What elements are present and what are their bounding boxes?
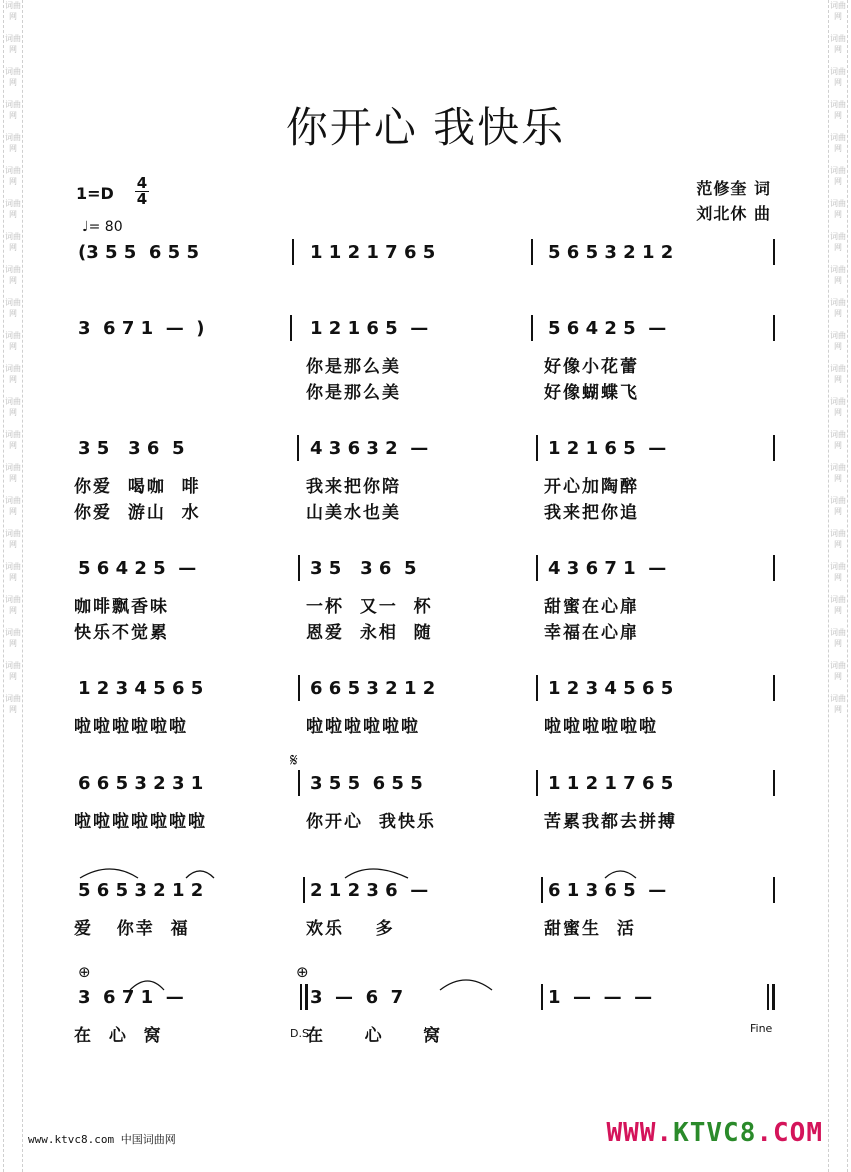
slur-arc bbox=[345, 869, 408, 878]
slur-arc bbox=[605, 871, 636, 878]
measure-notes: 4 3 6 3 2 — bbox=[310, 438, 429, 459]
lyric-line-2: 好像蝴蝶飞 bbox=[544, 383, 639, 403]
lyric-line-1: 啦啦啦啦啦啦 bbox=[74, 717, 188, 737]
measure-notes: 4 3 6 7 1 — bbox=[548, 558, 667, 579]
measure-notes: 1 1 2 1 7 6 5 bbox=[310, 242, 436, 263]
measure-notes: 2 1 2 3 6 — bbox=[310, 880, 429, 901]
lyric-line-1: 我来把你陪 bbox=[306, 477, 401, 497]
lyric-line-1: 在 心 窝 bbox=[306, 1026, 443, 1046]
measure-notes: 3 — 6 7 bbox=[310, 987, 404, 1008]
lyric-line-1: 你是那么美 bbox=[306, 357, 401, 377]
slur-arc bbox=[186, 871, 214, 878]
measure-notes: 1 2 3 4 5 6 5 bbox=[78, 678, 204, 699]
lyric-line-1: 啦啦啦啦啦啦啦 bbox=[74, 812, 207, 832]
measure-notes: 1 2 1 6 5 — bbox=[310, 318, 429, 339]
lyric-line-1: 苦累我都去拼搏 bbox=[544, 812, 677, 832]
coda-icon: ⊕ bbox=[296, 963, 309, 981]
lyric-line-1: 咖啡飘香味 bbox=[74, 597, 169, 617]
measure-notes: 3 6 7 1 — bbox=[78, 987, 184, 1008]
lyric-line-1: 甜蜜生 活 bbox=[544, 919, 636, 939]
lyric-line-1: 啦啦啦啦啦啦 bbox=[544, 717, 658, 737]
slur-arc bbox=[80, 869, 138, 878]
slur-arc bbox=[130, 981, 164, 990]
lyric-line-1: 爱 你幸 福 bbox=[74, 919, 190, 939]
footer-site-text: www.ktvc8.com 中国词曲网 bbox=[28, 1133, 176, 1146]
measure-notes: (3 5 5 6 5 5 bbox=[78, 242, 199, 263]
lyric-line-2: 你爱 游山 水 bbox=[74, 503, 201, 523]
footer-logo bbox=[606, 1118, 823, 1148]
lyric-line-1: 在 心 窝 bbox=[74, 1026, 163, 1046]
lyric-line-2: 我来把你追 bbox=[544, 503, 639, 523]
footer-logo-prefix: WWW. bbox=[606, 1118, 674, 1148]
lyric-line-1: 你开心 我快乐 bbox=[306, 812, 436, 832]
watermark-strip-left: 词曲网 词曲网 词曲网 词曲网 词曲网 词曲网 词曲网 词曲网 词曲网 词曲网 词曲网 词曲网 词曲网 词曲网 词曲网 词曲网 词曲网 词曲网 词曲网 词曲网 词曲网 词曲网 bbox=[3, 0, 23, 1172]
time-bottom: 4 bbox=[136, 190, 148, 208]
measure-notes: 6 6 5 3 2 1 2 bbox=[310, 678, 436, 699]
measure-notes: 6 6 5 3 2 3 1 bbox=[78, 773, 204, 794]
slur-arc bbox=[440, 980, 492, 990]
lyric-line-1: 开心加陶醉 bbox=[544, 477, 639, 497]
lyric-line-1: 欢乐 多 bbox=[306, 919, 395, 939]
footer-logo-suffix: .COM bbox=[756, 1118, 823, 1148]
measure-notes: 1 2 1 6 5 — bbox=[548, 438, 667, 459]
time-top: 4 bbox=[136, 174, 148, 192]
lyric-line-1: 好像小花蕾 bbox=[544, 357, 639, 377]
measure-notes: 5 6 5 3 2 1 2 bbox=[548, 242, 674, 263]
measure-notes: 6 1 3 6 5 — bbox=[548, 880, 667, 901]
composer-credit: 刘北休 曲 bbox=[696, 204, 771, 223]
measure-notes: 5 6 4 2 5 — bbox=[78, 558, 197, 579]
song-title: 你开心 我快乐 bbox=[285, 103, 566, 152]
segno-icon: 𝄋 bbox=[290, 750, 298, 771]
lyricist-credit: 范修奎 词 bbox=[696, 179, 771, 198]
measure-notes: 5 6 5 3 2 1 2 bbox=[78, 880, 204, 901]
watermark-strip-right: 词曲网 词曲网 词曲网 词曲网 词曲网 词曲网 词曲网 词曲网 词曲网 词曲网 词曲网 词曲网 词曲网 词曲网 词曲网 词曲网 词曲网 词曲网 词曲网 词曲网 词曲网 词曲网 bbox=[828, 0, 848, 1172]
lyric-line-1: 你爱 喝咖 啡 bbox=[74, 477, 201, 497]
lyric-line-2: 快乐不觉累 bbox=[74, 623, 169, 643]
lyric-line-1: 一杯 又一 杯 bbox=[306, 597, 433, 617]
lyric-line-2: 山美水也美 bbox=[306, 503, 401, 523]
measure-notes: 3 6 7 1 — ) bbox=[78, 318, 205, 339]
lyric-line-2: 幸福在心扉 bbox=[544, 623, 639, 643]
lyric-line-2: 你是那么美 bbox=[306, 383, 401, 403]
measure-notes: 3 5 3 6 5 bbox=[310, 558, 417, 579]
measure-notes: 3 5 3 6 5 bbox=[78, 438, 185, 459]
lyric-line-1: 啦啦啦啦啦啦 bbox=[306, 717, 420, 737]
measure-notes: 5 6 4 2 5 — bbox=[548, 318, 667, 339]
measure-notes: 1 2 3 4 5 6 5 bbox=[548, 678, 674, 699]
footer-logo-main: KTVC8 bbox=[673, 1118, 757, 1148]
ds-marking: D.S. bbox=[290, 1027, 313, 1040]
tempo-marking: ♩= 80 bbox=[82, 219, 123, 235]
measure-notes: 3 5 5 6 5 5 bbox=[310, 773, 423, 794]
coda-icon: ⊕ bbox=[78, 963, 91, 981]
lyric-line-2: 恩爱 永相 随 bbox=[306, 623, 433, 643]
fine-marking: Fine bbox=[750, 1022, 773, 1035]
measure-notes: 1 1 2 1 7 6 5 bbox=[548, 773, 674, 794]
lyric-line-1: 甜蜜在心扉 bbox=[544, 597, 639, 617]
measure-notes: 1 — — — bbox=[548, 987, 653, 1008]
key-signature: 1=D bbox=[76, 184, 114, 203]
